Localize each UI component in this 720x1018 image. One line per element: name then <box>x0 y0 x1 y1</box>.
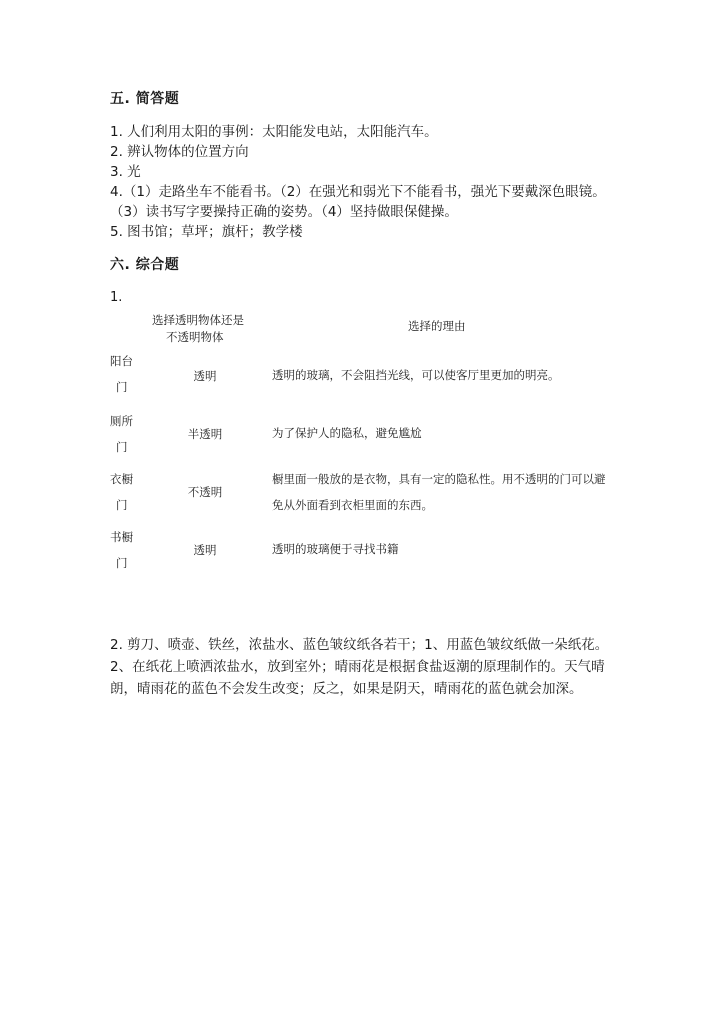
table-row-reason: 橱里面一般放的是衣物，具有一定的隐私性。用不透明的门可以避免从外面看到衣柜里面的东西。 <box>272 472 606 512</box>
row-label-line2: 门 <box>116 556 128 570</box>
answer-1: 1. 人们利用太阳的事例：太阳能发电站，太阳能汽车。 <box>110 124 438 140</box>
row-label-line1: 阳台 <box>110 354 133 368</box>
row-label-line2: 门 <box>116 498 128 512</box>
row-label-line2: 门 <box>116 380 128 394</box>
table-header-choice <box>152 312 272 346</box>
table-row-choice: 透明 <box>193 543 217 557</box>
section-6-title: 六. 综合题 <box>110 257 180 273</box>
question-2-answer: 2. 剪刀、喷壶、铁丝，浓盐水、蓝色皱纹纸各若干；1、用蓝色皱纹纸做一朵纸花。2、在纸花上喷洒浓盐水，放到室外；晴雨花是根据食盐返潮的原理制作的。天气晴朗，晴雨花的蓝色不会发生改变；反之，如果是阴天，晴雨花的蓝色就会加深。 <box>110 637 609 697</box>
table-row-reason: 透明的玻璃，不会阻挡光线，可以使客厅里更加的明亮。 <box>272 368 560 382</box>
table-row-reason: 为了保护人的隐私，避免尴尬 <box>272 426 422 440</box>
table-header-choice-line2: 不透明物体 <box>166 330 224 344</box>
table-row-reason: 透明的玻璃便于寻找书籍 <box>272 542 399 556</box>
table-row-label <box>110 348 150 400</box>
table-row-label <box>110 466 150 518</box>
section-5-title: 五. 简答题 <box>110 91 180 107</box>
row-label-line2: 门 <box>116 440 128 454</box>
section-5-answers <box>110 122 610 242</box>
answer-2: 2. 辨认物体的位置方向 <box>110 144 249 160</box>
table-header-choice-line1: 选择透明物体还是 <box>152 313 244 327</box>
row-label-line1: 厕所 <box>110 414 133 428</box>
row-label-line1: 书橱 <box>110 530 133 544</box>
row-label-line1: 衣橱 <box>110 472 133 486</box>
table-row-choice: 不透明 <box>187 485 223 499</box>
answer-4: 4.（1）走路坐车不能看书。（2）在强光和弱光下不能看书，强光下要戴深色眼镜。（3）读书写字要操持正确的姿势。（4）坚持做眼保健操。 <box>110 184 606 220</box>
answer-5: 5. 图书馆；草坪；旗杆；教学楼 <box>110 224 303 240</box>
question-1-number: 1. <box>110 290 123 305</box>
table-row-choice: 半透明 <box>187 427 223 441</box>
table-header-reason: 选择的理由 <box>408 319 466 333</box>
answer-3: 3. 光 <box>110 164 141 180</box>
table-row-label <box>110 524 150 576</box>
table-row-label <box>110 408 150 460</box>
table-row-choice: 透明 <box>193 369 217 383</box>
